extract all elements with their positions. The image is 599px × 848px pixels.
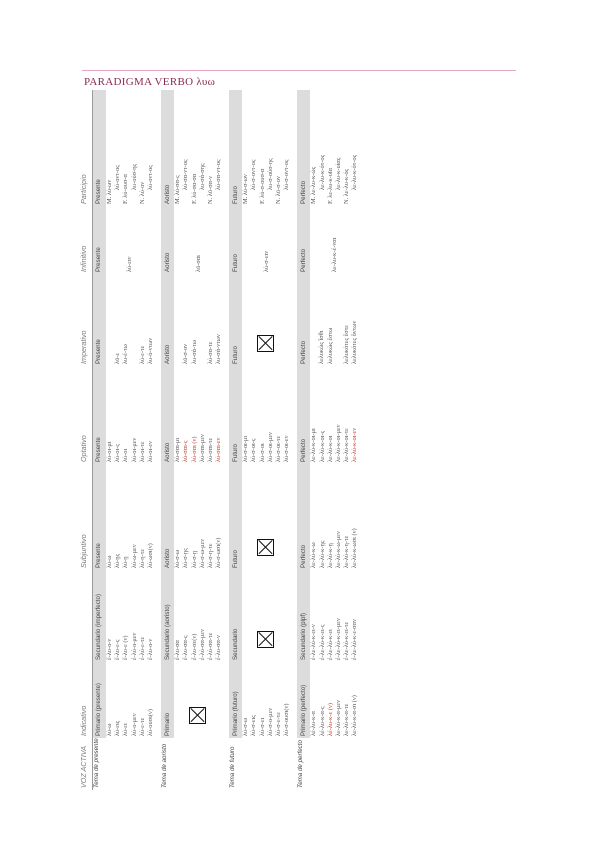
form: λύ-σα-τε (206, 341, 214, 364)
header-row (80, 90, 93, 790)
form: λύ-σ-ω (242, 717, 250, 736)
secundario-forms (310, 570, 359, 662)
form: λε-λυ-κ-ότ-ος (318, 154, 326, 190)
form: λύ-σ-οι-εν (283, 435, 291, 462)
form: ἐ-λε-λύ-κ-ει-τε (343, 621, 351, 660)
form: λυ-σά-ντων (215, 334, 223, 364)
band-cell: Perfecto (297, 366, 310, 464)
form: λύ-ω-μεν (130, 544, 138, 568)
form: λε-λυ-κ-υίας (334, 157, 342, 190)
section-label-aoristo: Tema de aoristo (161, 738, 223, 790)
x-box-icon (189, 707, 206, 724)
band-cell: Aoristo (161, 206, 174, 274)
form: λύ-οι-τε (138, 441, 146, 462)
form: λύ-οντ-ος (114, 165, 122, 190)
form: λύ-σ-ω (174, 549, 182, 568)
form (174, 276, 182, 364)
form: λῦ-ε (114, 352, 122, 364)
primario-forms (310, 662, 359, 738)
subjuntivo-forms (174, 464, 223, 570)
empty-cell-marker (242, 464, 291, 570)
form: M. λε-λυ-κ-ώς (310, 166, 318, 204)
secundario-forms (174, 570, 223, 662)
form: λύ-σαι-μεν (198, 434, 206, 462)
participio-forms (174, 90, 223, 206)
form: λυ-ούσ-ης (130, 163, 138, 190)
empty-cell-marker (242, 274, 291, 366)
band-cell: Secundario (229, 570, 242, 662)
form: ἔ-λυ-ε-ς (114, 639, 122, 660)
form: λύ-σα-ντ-ος (215, 159, 223, 190)
form: ἐ-λε-λύ-κ-ε-σαν (351, 619, 359, 660)
x-box-icon (257, 335, 274, 352)
form: ἐ-λύ-σα-τε (206, 632, 214, 660)
form: λε-λύ-κ-ῃ (326, 543, 334, 568)
band-cell: Presente (93, 90, 107, 206)
empty-cell-marker (174, 662, 223, 738)
form: ἔ-λυ-σα-ν (215, 635, 223, 660)
form: ἐ-λύ-ο-μεν (130, 632, 138, 660)
form: λύ-σ-οι-ς (250, 438, 258, 462)
form: λύ-ε-τε (138, 717, 146, 736)
optativo-forms (174, 366, 223, 464)
band-cell: Futuro (229, 206, 242, 274)
header-participio: Participio (80, 90, 93, 206)
form: λύ-σαι (ν) (190, 436, 198, 462)
form: λε-λύ-κ-ω (310, 542, 318, 568)
form: λύ-σ-ωσι(ν) (215, 537, 223, 568)
form: λυ-ό-ντων (146, 337, 154, 364)
form: λέ-λυ-κ-α (310, 711, 318, 736)
form: F. λύ-σ-ουσ-α (258, 168, 266, 204)
form: λύ-ει (122, 723, 130, 736)
form: F. λύ-ουσ-α (122, 174, 130, 204)
form: λύ-σ-ω-μεν (198, 538, 206, 568)
form: λύ-σ-οντ-ος (250, 159, 258, 190)
subjuntivo-forms (106, 464, 155, 570)
subjuntivo-forms (310, 464, 359, 570)
form: λύ-οι (122, 448, 130, 462)
form: N. λῦ-σ-ον (275, 176, 282, 204)
form: ἐ-λε-λύ-κ-ει-μεν (334, 618, 342, 660)
form: λύ-ῃ (122, 556, 130, 568)
secundario-forms (106, 570, 155, 662)
form: λύ-ωσι(ν) (146, 543, 154, 568)
form: λύ-σ-η-τε (206, 543, 214, 568)
form: λύ-σ-ουσι(ν) (283, 703, 291, 736)
form: λε-λύ-κ-οι-μεν (334, 424, 342, 462)
x-box-icon (257, 631, 274, 648)
section-band-perfecto (297, 90, 310, 790)
form: λύ-σ-οι-μι (242, 435, 250, 462)
form: λύ-ο-μεν (130, 713, 138, 736)
form: λύ-σ-ει (258, 717, 266, 736)
form: λυ-έ-τω (122, 344, 130, 364)
form: λυ-σά-τω (190, 340, 198, 364)
header-voz-activa: VOZ ACTIVA (80, 738, 93, 790)
header-optativo: Optativo (80, 366, 93, 464)
form: λύ-σ-οι (258, 443, 266, 462)
band-cell: Secundario (aoristo) (161, 570, 174, 662)
form: M. λύ-σ-ων (242, 174, 250, 204)
form: λελυκὼς ἔστω (326, 327, 334, 364)
form: λελυκότες ἔστε (342, 325, 350, 364)
form: λε-λυ-κ-ότ-ος (351, 154, 359, 190)
band-cell: Futuro (229, 90, 242, 206)
form: λύ-ουσι(ν) (146, 709, 154, 736)
form: λύ-οι-ς (114, 444, 122, 462)
optativo-forms (242, 366, 291, 464)
form: λύ-ω (106, 723, 113, 736)
band-cell: Presente (93, 274, 107, 366)
form: λύ-σ-οι-τε (275, 435, 282, 462)
section-band-aoristo (161, 90, 174, 790)
form: ἐ-λε-λύ-κ-ει-ς (318, 624, 326, 660)
form: λύ-σ-ε-τε (275, 712, 282, 736)
form: F. λε-λυ-κ-υῖα (326, 167, 334, 204)
form (131, 276, 139, 364)
form: λύ-σ-ῃ (190, 550, 198, 568)
paradigm-table (80, 90, 360, 790)
form: λε-λύ-κ-α-σι (ν) (351, 695, 359, 736)
form: λύ-η-τε (138, 549, 146, 568)
empty-cell-marker (242, 570, 291, 662)
form: ἔ-λυ-σα-ς (182, 635, 190, 660)
form (106, 276, 114, 364)
band-cell: Aoristo (161, 90, 174, 206)
imperativo-forms (174, 274, 223, 366)
band-cell: Secundario (imperfecto) (93, 570, 107, 662)
form: λύ-οντ-ος (146, 165, 154, 190)
section-label-futuro: Tema de futuro (229, 738, 291, 790)
band-cell: Perfecto (297, 274, 310, 366)
form: λελυκὼς ἴσθι (318, 330, 326, 364)
form: λύ-σ-οντ-ος (283, 159, 291, 190)
participio-forms (310, 90, 359, 206)
form: N. λῦ-σα-ν (206, 175, 214, 204)
section-band-futuro (229, 90, 242, 790)
form: λύ-οι-μεν (130, 437, 138, 462)
header-infinitivo: Infinitivo (80, 206, 93, 274)
band-cell: Presente (93, 366, 107, 464)
participio-forms (106, 90, 155, 206)
band-cell: Aoristo (161, 274, 174, 366)
form: ἔ-λυ-σα (174, 640, 182, 660)
form: λυ-σ-ούσ-ης (266, 158, 274, 190)
form: λυ-σά-σης (198, 163, 206, 190)
band-cell: Aoristo (161, 366, 174, 464)
form: ἔ-λυ-ο-ν (106, 638, 113, 660)
form: N. λύ-ον (138, 181, 146, 204)
infinitivo-form: λύ-ειν (126, 256, 134, 272)
form: λε-λύ-κ-οι-εν (351, 427, 359, 462)
form: λύ-σαι-ς (182, 440, 190, 462)
form: λε-λύ-κ-οι-μι (310, 428, 318, 462)
form: λύ-σ-οι-μεν (266, 432, 274, 462)
form: ἐ-λύ-σα-μεν (198, 628, 206, 660)
band-cell: Futuro (229, 274, 242, 366)
form: λύ-σ-ῃς (182, 548, 190, 568)
band-cell: Primario (futuro) (229, 662, 242, 738)
primario-forms (242, 662, 291, 738)
section-band-presente (93, 90, 107, 790)
optativo-forms (310, 366, 359, 464)
form: ἐ-λε-λύ-κ-ει-ν (310, 624, 318, 660)
form: λύ-οι-μι (106, 441, 113, 462)
infinitivo-form: λῦ-σαι (194, 255, 202, 272)
form: λύ-σαι-τε (206, 437, 214, 462)
form: λέ-λυ-κ-ε (ν) (326, 703, 334, 736)
form: λῦ-σ-ον (182, 343, 190, 364)
section-body-futuro (242, 90, 291, 790)
section-body-aoristo (174, 90, 223, 790)
form: λύ-ω (106, 555, 113, 568)
form: M. λύ-σα-ς (174, 175, 182, 204)
band-cell: Secundario (plpf) (297, 570, 310, 662)
band-cell: Perfecto (297, 464, 310, 570)
form: N. λε-λυ-κ-ός (343, 168, 351, 204)
section-label-presente: Tema de presente (93, 738, 156, 790)
section-body-perfecto (310, 90, 359, 790)
form (335, 276, 343, 364)
form: λε-λύ-κ-ωσι (ν) (351, 528, 359, 568)
form: λύ-σαι-μι (174, 437, 182, 462)
imperativo-forms (310, 274, 359, 366)
header-indicativo: Indicativo (80, 662, 93, 738)
band-cell: Aoristo (161, 464, 174, 570)
form: ἐ-λε-λύ-κ-ει (326, 629, 334, 660)
primario-forms (106, 662, 155, 738)
form: λέ-λυ-κ-α-ς (318, 706, 326, 736)
page-title: PARADIGMA VERBO λυω (84, 76, 216, 88)
form: λε-λύ-κ-η-τε (343, 535, 351, 568)
band-cell: Perfecto (297, 90, 310, 206)
form (199, 276, 207, 364)
form: λε-λύ-κ-α-τε (343, 703, 351, 736)
band-cell: Futuro (229, 366, 242, 464)
form: λε-λύ-κ-οι-ς (318, 430, 326, 462)
form: λε-λύ-κ-α-μεν (334, 699, 342, 736)
form: ἐ-λύ-ε-τε (138, 636, 146, 660)
form: ἔ-λυ-ο-ν (146, 638, 154, 660)
imperativo-forms (106, 274, 155, 366)
header-indicativo-2 (80, 570, 93, 662)
title-rule (82, 70, 516, 71)
form: λελυκότες ὄντων (351, 320, 359, 364)
x-box-icon (257, 539, 274, 556)
band-cell: Primario (161, 662, 174, 738)
form: λύ-εις (114, 720, 122, 736)
form: F. λύ-σα-σα (190, 173, 198, 204)
form: λε-λύ-κ-ῃς (318, 540, 326, 568)
form: λύ-σα-ντ-ος (182, 159, 190, 190)
header-subjuntivo: Subjuntivo (80, 464, 93, 570)
form: λύ-οι-εν (146, 441, 154, 462)
header-imperativo: Imperativo (80, 274, 93, 366)
band-cell: Presente (93, 464, 107, 570)
form: ἔ-λυ-ε (ν) (122, 635, 130, 660)
form: λύ-σαι-εν (215, 437, 223, 462)
section-label-perfecto: Tema de perfecto (297, 738, 359, 790)
form: λε-λύ-κ-ω-μεν (334, 531, 342, 568)
form: ἔ-λυ-σε(ν) (190, 633, 198, 660)
form: M. λύ-ων (106, 179, 113, 204)
band-cell: Presente (93, 206, 107, 274)
participio-forms (242, 90, 291, 206)
band-cell: Perfecto (297, 206, 310, 274)
section-body-presente (106, 90, 155, 790)
band-cell: Primario (perfecto) (297, 662, 310, 738)
band-cell: Primario (presente) (93, 662, 107, 738)
optativo-forms (106, 366, 155, 464)
paradigm-table-rotated (80, 90, 520, 790)
infinitivo-form: λε-λυ-κ-έ-ναι (330, 237, 338, 272)
form: λύ-ῃς (114, 553, 122, 568)
form: λε-λύ-κ-οι-τε (343, 428, 351, 462)
band-cell: Futuro (229, 464, 242, 570)
infinitivo-form: λύ-σ-ειν (262, 250, 270, 272)
form: λύ-σ-εις (250, 715, 258, 736)
form: λε-λύ-κ-οι (326, 435, 334, 462)
form: λύ-σ-ο-μεν (266, 707, 274, 736)
form: λύ-ε-τε (138, 345, 146, 364)
